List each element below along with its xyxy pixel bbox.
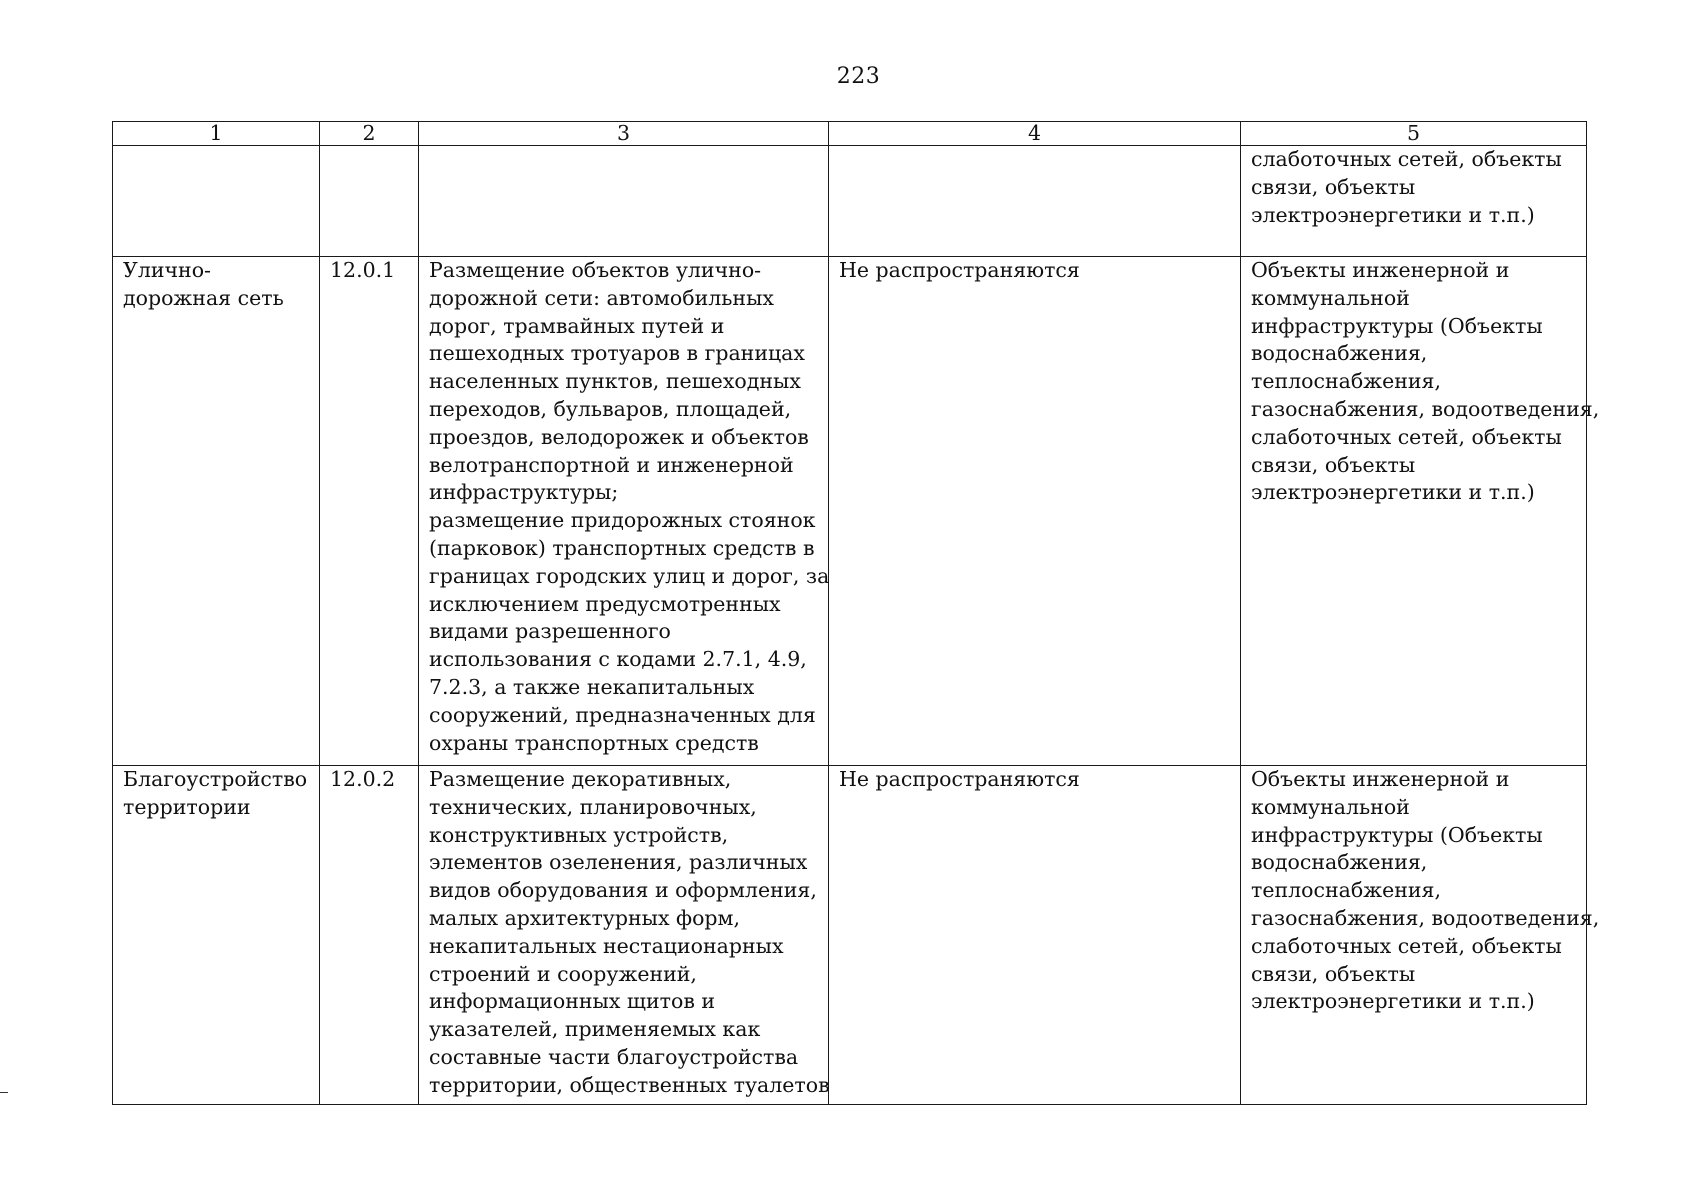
header-col-1: 1	[113, 122, 320, 146]
text-line: переходов, бульваров, площадей,	[429, 396, 792, 421]
text-line: малых архитектурных форм,	[429, 905, 740, 930]
text-line: слаботочных сетей, объекты	[1251, 424, 1562, 449]
cell-land-use-name	[113, 257, 320, 766]
table-header-row	[113, 122, 1587, 146]
text-line: дорожная сеть	[123, 285, 284, 310]
text-line: электроэнергетики и т.п.)	[1251, 202, 1535, 227]
header-col-3: 3	[419, 122, 829, 146]
cell-description	[419, 257, 829, 766]
margin-tick-mark	[0, 1092, 8, 1093]
cell-code: 12.0.2	[320, 766, 419, 1105]
text-line: дорожной сети: автомобильных	[429, 285, 774, 310]
text-line: размещение придорожных стоянок	[429, 508, 816, 533]
header-col-2: 2	[320, 122, 419, 146]
cell-parameters: Не распространяются	[829, 766, 1241, 1105]
text-line: строений и сооружений,	[429, 961, 697, 986]
text-line: элементов озеленения, различных	[429, 850, 808, 875]
text-line: газоснабжения, водоотведения,	[1251, 396, 1600, 421]
text-line: газоснабжения, водоотведения,	[1251, 905, 1600, 930]
text-line: велотранспортной и инженерной	[429, 452, 794, 477]
text-line: водоснабжения,	[1251, 850, 1428, 875]
text-line: связи, объекты	[1251, 961, 1416, 986]
text-line: Размещение декоративных,	[429, 767, 732, 791]
header-col-4: 4	[829, 122, 1241, 146]
text-line: электроэнергетики и т.п.)	[1251, 989, 1535, 1014]
text-line: связи, объекты	[1251, 452, 1416, 477]
land-use-table	[112, 121, 1600, 1105]
text-line: Размещение объектов улично-	[429, 258, 762, 282]
text-line: исключением предусмотренных	[429, 591, 781, 616]
text-line: составные части благоустройства	[429, 1044, 799, 1069]
text-line: коммунальной	[1251, 794, 1410, 819]
text-line: проездов, велодорожек и объектов	[429, 424, 809, 449]
table-row-landscaping	[113, 766, 1587, 1105]
text-line: территории	[123, 794, 251, 819]
text-line: коммунальной	[1251, 285, 1410, 310]
page-number: 223	[836, 64, 881, 89]
cell-empty	[419, 146, 829, 257]
text-line: слаботочных сетей, объекты	[1251, 147, 1562, 171]
cell-parameters: Не распространяются	[829, 257, 1241, 766]
text-line: инфраструктуры;	[429, 480, 619, 505]
cell-empty	[113, 146, 320, 257]
text-line: слаботочных сетей, объекты	[1251, 933, 1562, 958]
text-line: Улично-	[123, 258, 211, 282]
text-line: видов оборудования и оформления,	[429, 878, 817, 903]
text-line: сооружений, предназначенных для	[429, 702, 816, 727]
text-line: технических, планировочных,	[429, 794, 757, 819]
cell-empty	[829, 146, 1241, 257]
text-line: границах городских улиц и дорог, за	[429, 563, 830, 588]
text-line: Объекты инженерной и	[1251, 767, 1510, 791]
text-line: территории, общественных туалетов	[429, 1072, 830, 1097]
text-line: некапитальных нестационарных	[429, 933, 784, 958]
cell-infrastructure-continued	[1241, 146, 1587, 257]
text-line: теплоснабжения,	[1251, 878, 1441, 903]
text-line: инфраструктуры (Объекты	[1251, 822, 1543, 847]
text-line: связи, объекты	[1251, 174, 1416, 199]
cell-land-use-name	[113, 766, 320, 1105]
text-line: водоснабжения,	[1251, 341, 1428, 366]
table-row-street-network	[113, 257, 1587, 766]
text-line: электроэнергетики и т.п.)	[1251, 480, 1535, 505]
text-line: пешеходных тротуаров в границах	[429, 341, 805, 366]
header-col-5: 5	[1241, 122, 1587, 146]
text-line: указателей, применяемых как	[429, 1017, 761, 1042]
cell-infrastructure	[1241, 766, 1600, 1105]
text-line: использования с кодами 2.7.1, 4.9,	[429, 647, 807, 672]
text-line: Объекты инженерной и	[1251, 258, 1510, 282]
text-line: видами разрешенного	[429, 619, 671, 644]
table-row-continuation	[113, 146, 1587, 257]
cell-infrastructure	[1241, 257, 1600, 766]
cell-description	[419, 766, 829, 1105]
text-line: (парковок) транспортных средств в	[429, 535, 815, 560]
text-line: Благоустройство	[123, 767, 308, 791]
cell-empty	[320, 146, 419, 257]
text-line: инфраструктуры (Объекты	[1251, 313, 1543, 338]
text-line: информационных щитов и	[429, 989, 716, 1014]
text-line: охраны транспортных средств	[429, 730, 759, 755]
text-line: населенных пунктов, пешеходных	[429, 369, 801, 394]
cell-code: 12.0.1	[320, 257, 419, 766]
text-line: дорог, трамвайных путей и	[429, 313, 725, 338]
text-line: конструктивных устройств,	[429, 822, 729, 847]
text-line: 7.2.3, а также некапитальных	[429, 674, 755, 699]
text-line: теплоснабжения,	[1251, 369, 1441, 394]
